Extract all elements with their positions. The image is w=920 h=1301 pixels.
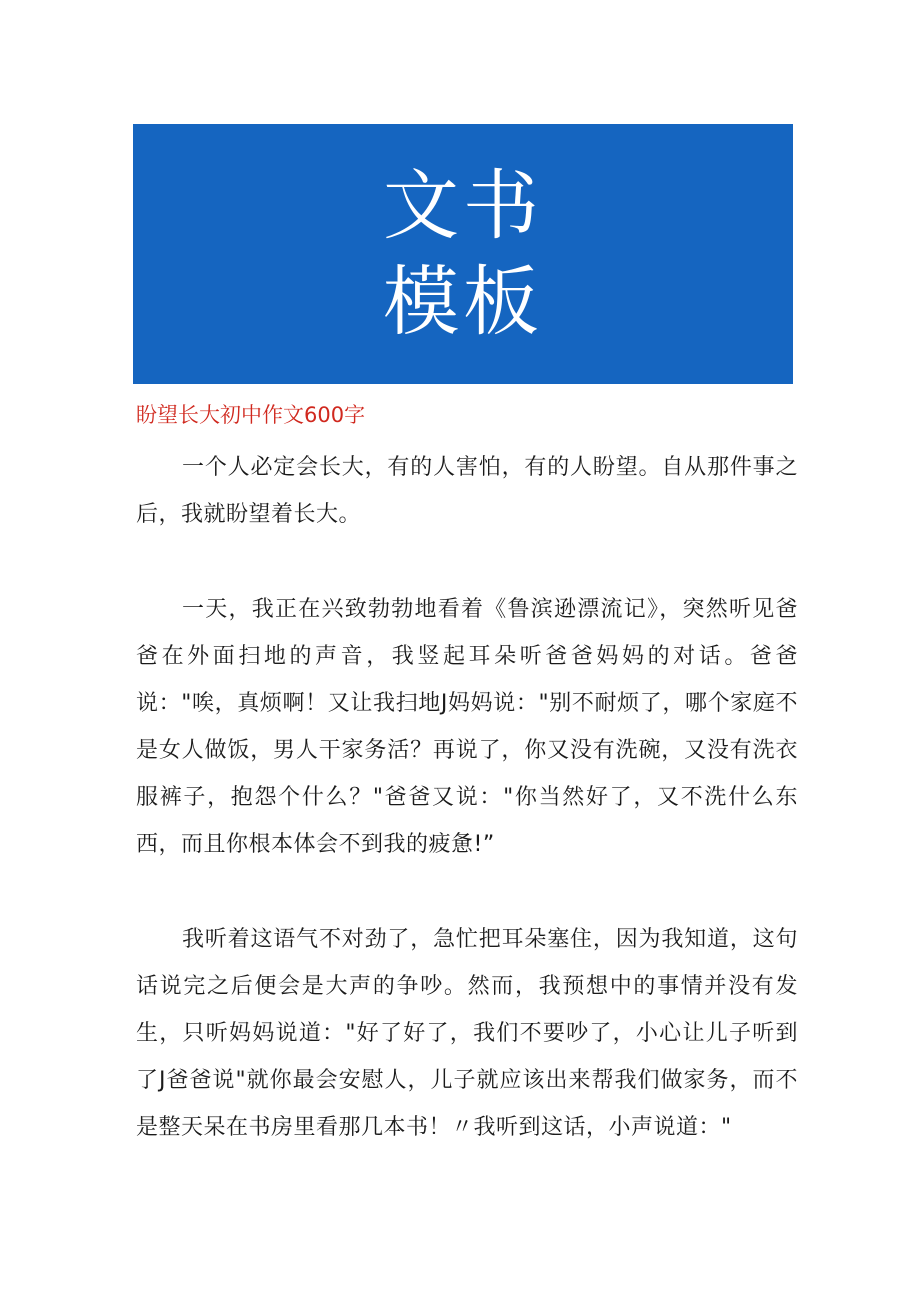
paragraph-2: 一天，我正在兴致勃勃地看着《鲁滨逊漂流记》，突然听见爸爸在外面扫地的声音，我竖起耳朵听爸爸妈妈的对话。爸爸说："唉，真烦啊！又让我扫地J妈妈说："别不耐烦了，哪个家庭不是女人做饭，男人干家务活？再说了，你又没有洗碗，又没有洗衣服裤子，抱怨个什么？"爸爸又说："你当然好了，又不洗什么东西，而且你根本体会不到我的疲惫!” (136, 597, 798, 857)
document-title: 盼望长大初中作文600字 (136, 403, 366, 427)
cover-banner (133, 124, 793, 384)
document-body (136, 444, 798, 1199)
banner-title-line-2: 模板 (383, 257, 543, 346)
paragraph-3: 我听着这语气不对劲了，急忙把耳朵塞住，因为我知道，这句话说完之后便会是大声的争吵。然而，我预想中的事情并没有发生，只听妈妈说道："好了好了，我们不要吵了，小心让儿子听到了J爸爸说"就你最会安慰人，儿子就应该出来帮我们做家务，而不是整天呆在书房里看那几本书！〃我听到这话，小声说道：" (136, 927, 798, 1140)
banner-title-line-1: 文书 (383, 161, 543, 250)
paragraph-1: 一个人必定会长大，有的人害怕，有的人盼望。自从那件事之后，我就盼望着长大。 (136, 455, 798, 527)
